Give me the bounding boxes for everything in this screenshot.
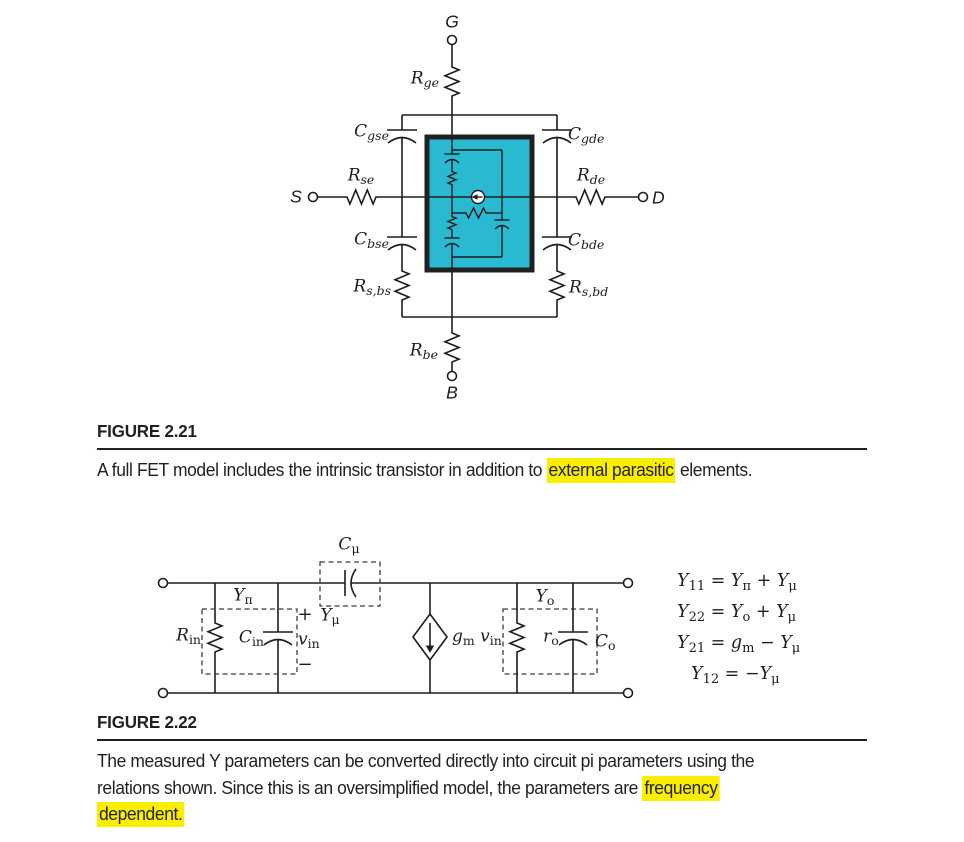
ypi-label: $Y_\pi$	[233, 585, 253, 607]
drain-label: D	[652, 187, 665, 208]
figure-2-22-caption-line-1: The measured Y parameters can be converted directly into circuit pi parameters using the	[97, 751, 755, 771]
rge-resistor	[445, 45, 459, 138]
bulk-terminal	[448, 372, 457, 381]
figure-2-21-heading: FIGURE 2.21	[97, 421, 197, 441]
rin-resistor	[208, 583, 222, 693]
ro-label: $r_o$	[543, 626, 559, 648]
equation-y22: $Y_{22} = Y_o + Y_\mu$	[677, 602, 797, 625]
cbse-label: $C_{bse}$	[354, 229, 389, 251]
figure-2-22-rule	[97, 739, 867, 741]
figure-2-21-rule	[97, 448, 867, 450]
ro-resistor	[510, 583, 524, 693]
drain-terminal	[639, 193, 648, 202]
source-label: S	[290, 186, 302, 207]
cin-label: $C_{in}$	[238, 627, 264, 649]
co-capacitor	[558, 583, 588, 693]
fet-model-circuit	[309, 36, 648, 381]
yo-label: $Y_o$	[535, 586, 555, 608]
y-parameter-equations	[677, 566, 800, 690]
cgse-capacitor	[387, 115, 417, 237]
rse-label: $R_{se}$	[347, 165, 375, 187]
cbde-label: $C_{bde}$	[568, 230, 605, 252]
cmu-label: $C_\mu$	[338, 534, 360, 556]
rsbs-label: $R_{s,bs}$	[353, 276, 391, 298]
pi-model-circuit	[159, 562, 633, 698]
rde-label: $R_{de}$	[576, 165, 606, 187]
gate-terminal	[448, 36, 457, 45]
bulk-label: B	[446, 382, 458, 403]
input-terminal-top	[159, 579, 168, 588]
equation-y12: $Y_{12} = -Y_\mu$	[691, 664, 780, 687]
rbe-label: $R_{be}$	[409, 340, 438, 362]
figure-2-21-caption-line: A full FET model includes the intrinsic transistor in addition to external parasitic elements.	[97, 457, 844, 484]
rsbd-label: $R_{s,bd}$	[569, 277, 609, 299]
vin-label: $v_{in}$	[298, 629, 320, 651]
rsbd-resistor	[550, 268, 564, 317]
co-label: $C_o$	[595, 631, 616, 653]
vin-plus-sign: +	[297, 604, 313, 625]
equation-y21: $Y_{21} = g_m - Y_\mu$	[677, 633, 801, 656]
rbe-resistor	[445, 270, 459, 372]
rsbs-resistor	[395, 268, 409, 317]
figure-2-21-caption	[97, 421, 867, 484]
output-terminal-bottom	[624, 689, 633, 698]
figure-2-22-caption	[97, 712, 867, 828]
rde-resistor	[532, 190, 639, 204]
ymu-dashed-box	[320, 562, 380, 606]
input-terminal-bottom	[159, 689, 168, 698]
figure-2-22-caption-line-3: dependent.	[97, 801, 844, 828]
gate-label: G	[445, 11, 459, 32]
figure-2-22-caption-line-2: relations shown. Since this is an oversimplified model, the parameters are frequency	[97, 775, 844, 802]
cgse-label: $C_{gse}$	[354, 121, 389, 143]
rse-resistor	[318, 190, 428, 204]
cbse-capacitor	[387, 237, 417, 268]
equation-y11: $Y_{11} = Y_\pi + Y_\mu$	[677, 571, 797, 594]
cgde-label: $C_{gde}$	[568, 124, 605, 146]
rin-label: $R_{in}$	[176, 625, 201, 647]
output-terminal-top	[624, 579, 633, 588]
source-terminal	[309, 193, 318, 202]
ymu-label: $Y_\mu$	[320, 605, 340, 627]
figure-2-22-heading: FIGURE 2.22	[97, 712, 197, 732]
gmvin-label: $g_m$ $v_{in}$	[452, 626, 502, 648]
gm-vin-source	[413, 583, 447, 693]
cin-capacitor	[263, 583, 293, 693]
vin-minus-sign: −	[297, 654, 313, 675]
rge-label: $R_{ge}$	[410, 68, 439, 90]
